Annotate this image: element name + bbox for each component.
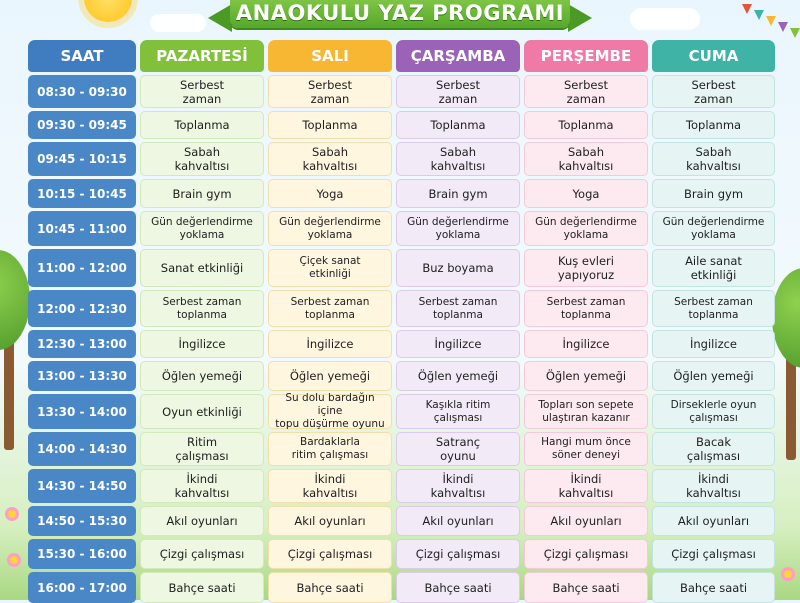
activity-cell-car: Öğlen yemeği [396, 361, 520, 391]
flower-icon [10, 556, 18, 564]
activity-cell-per: Bahçe saati [524, 572, 648, 603]
activity-cell-pzt: Bahçe saati [140, 572, 264, 603]
activity-cell-car: Bahçe saati [396, 572, 520, 603]
time-slot-cell: 13:00 - 13:30 [28, 361, 136, 391]
activity-cell-per: Serbest zaman toplanma [524, 290, 648, 327]
cloud-decoration [150, 14, 206, 32]
activity-cell-cum: Brain gym [652, 179, 775, 208]
activity-cell-per: İkindi kahvaltısı [524, 469, 648, 503]
activity-cell-car: İngilizce [396, 330, 520, 358]
activity-cell-per: Hangi mum önce söner deneyi [524, 432, 648, 466]
activity-cell-sal: Serbest zaman toplanma [268, 290, 392, 327]
activity-cell-car: Toplanma [396, 111, 520, 139]
time-slot-cell: 10:45 - 11:00 [28, 211, 136, 246]
activity-cell-sal: Toplanma [268, 111, 392, 139]
activity-cell-cum: Serbest zaman toplanma [652, 290, 775, 327]
column-header-saat: SAAT [28, 40, 136, 72]
flower-icon [784, 570, 792, 578]
activity-cell-cum: İngilizce [652, 330, 775, 358]
time-slot-cell: 14:00 - 14:30 [28, 432, 136, 466]
activity-cell-pzt: Serbest zaman toplanma [140, 290, 264, 327]
activity-cell-sal: Gün değerlendirme yoklama [268, 211, 392, 246]
time-slot-cell: 09:45 - 10:15 [28, 142, 136, 176]
ribbon-tail-left [208, 4, 232, 32]
activity-cell-sal: İngilizce [268, 330, 392, 358]
schedule-table [28, 40, 775, 603]
activity-cell-cum: Bahçe saati [652, 572, 775, 603]
activity-cell-per: Toplanma [524, 111, 648, 139]
activity-cell-sal: Serbest zaman [268, 75, 392, 108]
activity-cell-sal: Akıl oyunları [268, 506, 392, 536]
activity-cell-pzt: Gün değerlendirme yoklama [140, 211, 264, 246]
time-slot-cell: 12:30 - 13:00 [28, 330, 136, 358]
activity-cell-cum: Gün değerlendirme yoklama [652, 211, 775, 246]
activity-cell-pzt: İngilizce [140, 330, 264, 358]
activity-cell-car: İkindi kahvaltısı [396, 469, 520, 503]
column-header-cum: CUMA [652, 40, 775, 72]
time-slot-cell: 11:00 - 12:00 [28, 249, 136, 287]
activity-cell-pzt: Ritim çalışması [140, 432, 264, 466]
activity-cell-per: Gün değerlendirme yoklama [524, 211, 648, 246]
activity-cell-per: Çizgi çalışması [524, 539, 648, 569]
activity-cell-per: Öğlen yemeği [524, 361, 648, 391]
time-slot-cell: 09:30 - 09:45 [28, 111, 136, 139]
activity-cell-sal: Bardaklarla ritim çalışması [268, 432, 392, 466]
activity-cell-sal: Su dolu bardağın içine topu düşürme oyunu [268, 394, 392, 429]
activity-cell-cum: Toplanma [652, 111, 775, 139]
activity-cell-cum: Dirseklerle oyun çalışması [652, 394, 775, 429]
activity-cell-per: Kuş evleri yapıyoruz [524, 249, 648, 287]
column-header-car: ÇARŞAMBA [396, 40, 520, 72]
activity-cell-sal: İkindi kahvaltısı [268, 469, 392, 503]
activity-cell-pzt: Akıl oyunları [140, 506, 264, 536]
activity-cell-car: Serbest zaman [396, 75, 520, 108]
activity-cell-per: Yoga [524, 179, 648, 208]
activity-cell-car: Çizgi çalışması [396, 539, 520, 569]
activity-cell-per: Akıl oyunları [524, 506, 648, 536]
activity-cell-per: Serbest zaman [524, 75, 648, 108]
activity-cell-sal: Bahçe saati [268, 572, 392, 603]
time-slot-cell: 15:30 - 16:00 [28, 539, 136, 569]
activity-cell-pzt: İkindi kahvaltısı [140, 469, 264, 503]
activity-cell-cum: Akıl oyunları [652, 506, 775, 536]
activity-cell-sal: Öğlen yemeği [268, 361, 392, 391]
activity-cell-pzt: Öğlen yemeği [140, 361, 264, 391]
activity-cell-pzt: Brain gym [140, 179, 264, 208]
column-header-per: PERŞEMBE [524, 40, 648, 72]
activity-cell-sal: Sabah kahvaltısı [268, 142, 392, 176]
activity-cell-cum: Aile sanat etkinliği [652, 249, 775, 287]
activity-cell-pzt: Sanat etkinliği [140, 249, 264, 287]
activity-cell-cum: İkindi kahvaltısı [652, 469, 775, 503]
activity-cell-pzt: Toplanma [140, 111, 264, 139]
activity-cell-sal: Çiçek sanat etkinliği [268, 249, 392, 287]
activity-cell-per: Sabah kahvaltısı [524, 142, 648, 176]
activity-cell-cum: Sabah kahvaltısı [652, 142, 775, 176]
activity-cell-sal: Yoga [268, 179, 392, 208]
activity-cell-car: Buz boyama [396, 249, 520, 287]
activity-cell-car: Sabah kahvaltısı [396, 142, 520, 176]
time-slot-cell: 16:00 - 17:00 [28, 572, 136, 603]
time-slot-cell: 14:50 - 15:30 [28, 506, 136, 536]
activity-cell-pzt: Serbest zaman [140, 75, 264, 108]
activity-cell-per: Topları son sepete ulaştıran kazanır [524, 394, 648, 429]
activity-cell-pzt: Çizgi çalışması [140, 539, 264, 569]
activity-cell-per: İngilizce [524, 330, 648, 358]
column-header-pzt: PAZARTESİ [140, 40, 264, 72]
activity-cell-car: Serbest zaman toplanma [396, 290, 520, 327]
activity-cell-car: Akıl oyunları [396, 506, 520, 536]
activity-cell-car: Satranç oyunu [396, 432, 520, 466]
activity-cell-cum: Öğlen yemeği [652, 361, 775, 391]
cloud-decoration [630, 8, 700, 30]
activity-cell-cum: Bacak çalışması [652, 432, 775, 466]
flower-icon [8, 510, 16, 518]
column-header-sal: SALI [268, 40, 392, 72]
time-slot-cell: 14:30 - 14:50 [28, 469, 136, 503]
page-title: ANAOKULU YAZ PROGRAMI [235, 1, 565, 25]
activity-cell-cum: Çizgi çalışması [652, 539, 775, 569]
activity-cell-pzt: Sabah kahvaltısı [140, 142, 264, 176]
activity-cell-sal: Çizgi çalışması [268, 539, 392, 569]
activity-cell-pzt: Oyun etkinliği [140, 394, 264, 429]
time-slot-cell: 13:30 - 14:00 [28, 394, 136, 429]
time-slot-cell: 10:15 - 10:45 [28, 179, 136, 208]
time-slot-cell: 12:00 - 12:30 [28, 290, 136, 327]
activity-cell-car: Kaşıkla ritim çalışması [396, 394, 520, 429]
ribbon-tail-right [568, 4, 592, 32]
activity-cell-cum: Serbest zaman [652, 75, 775, 108]
activity-cell-car: Gün değerlendirme yoklama [396, 211, 520, 246]
time-slot-cell: 08:30 - 09:30 [28, 75, 136, 108]
activity-cell-car: Brain gym [396, 179, 520, 208]
sun-icon [84, 0, 132, 22]
